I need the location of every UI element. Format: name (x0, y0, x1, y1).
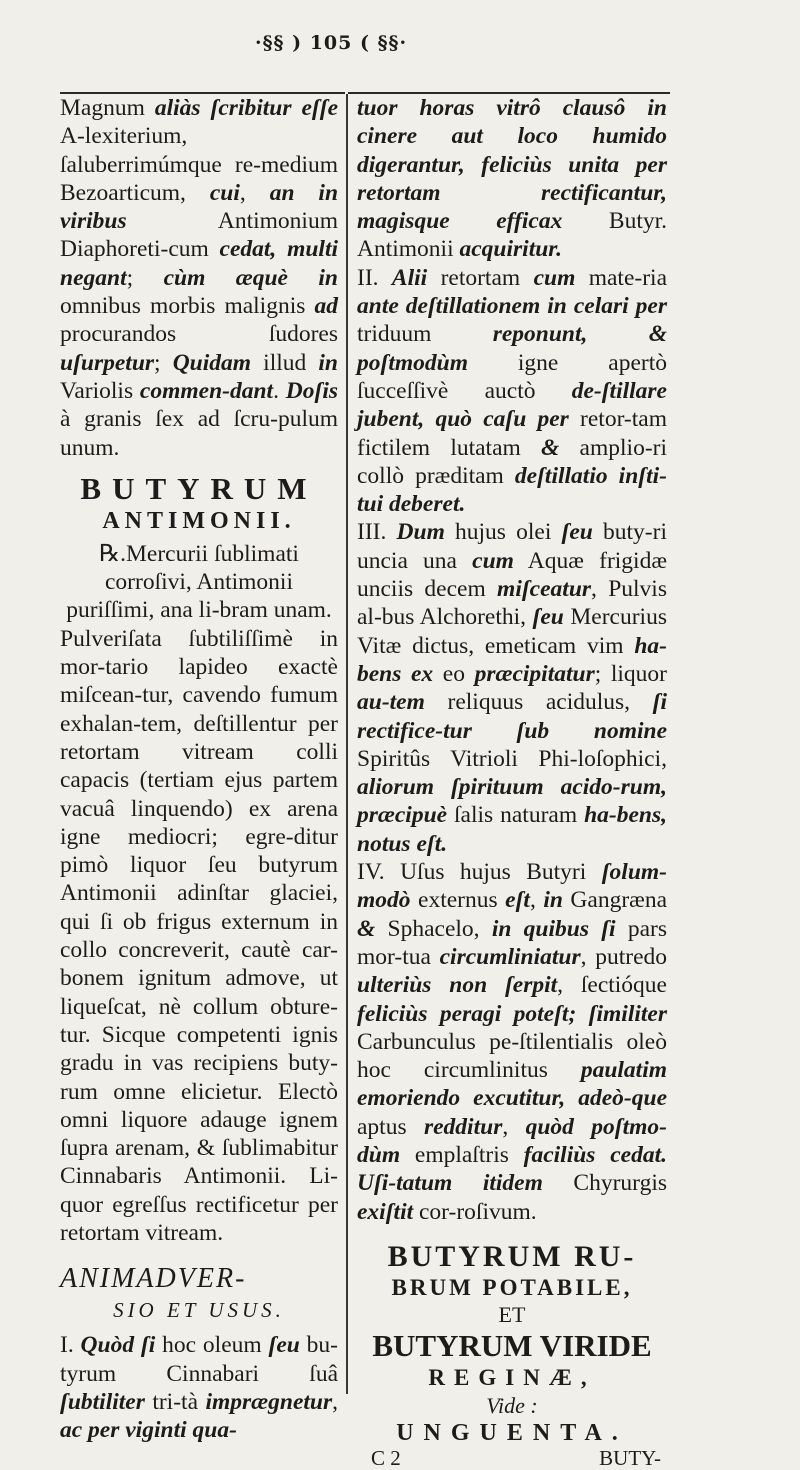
column-divider (346, 94, 348, 1394)
italic-run: deſtillatio inſti-tui deberet. (357, 462, 667, 518)
italic-run: & (541, 434, 560, 461)
italic-run: faciliùs cedat. Uſi-tatum itidem (357, 1141, 667, 1197)
text-run: Chyrurgis (542, 1170, 667, 1197)
italic-run: ſubtiliter (60, 1388, 145, 1415)
text-run: A-lexiterium, ſaluberrimúmque re-medium Bezoarticum, (60, 123, 338, 206)
italic-run: ad (314, 293, 338, 320)
italic-run: quòd poſtmo-dùm (357, 1113, 667, 1168)
italic-run: præcipitatur (474, 660, 595, 687)
text-run: eo (433, 660, 475, 687)
text-run: amplio-ri collò præditam (357, 434, 667, 489)
running-header (60, 20, 670, 90)
text-run: IV. Uſus hujus Butyri (357, 859, 602, 886)
right-column (357, 94, 667, 1470)
italic-run: eſt (505, 887, 530, 914)
italic-run: imprægnetur (205, 1388, 333, 1415)
italic-run: Quidam (172, 349, 252, 376)
italic-run: uſurpetur (60, 349, 155, 376)
italic-run: miſceatur (497, 576, 592, 603)
text-run: Gangræna (562, 887, 667, 914)
text-run: ; liquor (594, 660, 668, 687)
text-run: I. (60, 1332, 81, 1359)
italic-run: Alii (391, 264, 428, 291)
italic-run: aliorum ſpirituum acido-rum, præcipuè (357, 774, 667, 829)
italic-run: cum (472, 547, 514, 574)
italic-run: an in viribus (60, 179, 339, 235)
italic-run: ante deſtillationem in celari per (357, 293, 667, 320)
section-heading: BUTYRUM (80, 470, 318, 506)
text-run: illud (251, 349, 319, 376)
text-run: retortam (427, 264, 534, 291)
text-run: tri-tà (144, 1388, 206, 1415)
note-paragraph-3 (357, 518, 667, 858)
page-number: ·§§ ) 105 ( §§· (255, 32, 408, 54)
text-run: omnibus morbis malignis (60, 293, 315, 320)
text-run: Mercurius Vitæ dictus, emeticam vim (357, 604, 667, 659)
text-run: emplaſtris (400, 1141, 524, 1168)
italic-run: feliciùs peragi poteſt; ſimiliter (357, 1000, 667, 1027)
italic-run: ſi rectifice-tur ſub nomine (357, 689, 667, 744)
italic-run: ac per viginti qua- (60, 1417, 237, 1444)
text-run: aptus (357, 1113, 424, 1140)
vide-reference: Vide : (486, 1392, 538, 1418)
italic-run: au-tem (357, 689, 425, 716)
recipe-paragraph: ℞.Mercurii ſublimati corroſivi, Antimonii puriſſimi, ana li-bram unam. (66, 540, 332, 624)
italic-run: cui (209, 179, 240, 206)
procedure-paragraph: Pulveriſata ſubtiliſſimè in mor-tario lapideo exactè miſcean-tur, cavendo fumum exhalan-tem, deſtillentur per retortam vitream colli capacis (tertiam ejus partem vacuâ linquendo) ex arena igne mediocri; egre-ditur pimò liquor ſeu butyrum Antimonii adinſtar glaciei, qui ſi ob frigus externum in collo concreverit, cautè car-bonem ignitum admove, ut liqueſcat, nè collum obture-tur. Sicque competenti ignis gradu in vas recipiens buty-rum omne elicietur. Electò omni liquore adauge ignem ſupra arenam, & ſublimabitur Cinnabaris Antimonii. Li-quor egreſſus rectificetur per retortam vitream. (60, 625, 338, 1246)
text-run: III. (357, 519, 397, 546)
text-run: . (273, 377, 286, 404)
text-run: Carbunculus pe-ſtilentialis oleò hoc circumlinitus (357, 1028, 667, 1084)
italic-run: cum (533, 264, 576, 291)
viride-heading: BUTYRUM VIRIDE (372, 1327, 652, 1363)
italic-run: tuor horas vitrô clausô in cinere aut loco humido digerantur, feliciùs unita per retortam rectificantur, magisque efficax (357, 95, 667, 235)
text-run: bu-tyrum Cinnabari ſuâ (60, 1332, 338, 1387)
italic-run: ſeu (561, 519, 593, 546)
text-run: triduum (357, 321, 493, 348)
animadversio-heading: ANIMADVER- (60, 1263, 247, 1295)
text-run: , Pulvis al-bus Alchorethi, (357, 576, 667, 631)
text-run: Aquæ frigidæ unciis decem (357, 547, 667, 603)
italic-run: ha-bens ex (357, 632, 667, 687)
text-run: retor-tam fictilem lutatam (357, 406, 667, 461)
text-run: à granis ſex ad ſcru-pulum unum. (60, 406, 338, 461)
italic-run: circumliniatur (439, 943, 581, 970)
italic-run: cedat, multi negant (60, 236, 339, 291)
text-run: Variolis (60, 377, 140, 404)
text-run: , (529, 887, 544, 914)
italic-run: in quibus ſi (491, 915, 616, 942)
text-run: Spiritûs Vitrioli Phi-loſophici, (357, 745, 667, 772)
text-run: buty-ri uncia una (357, 519, 667, 574)
catchword: BUTY- (599, 1445, 661, 1470)
text-run: mate-ria (575, 264, 668, 291)
text-run: , (502, 1113, 526, 1140)
italic-run: ulteriùs non ſerpit (357, 972, 558, 999)
italic-run: & (357, 915, 376, 942)
text-run: externus (410, 887, 506, 914)
section-subheading: ANTIMONII. (102, 507, 296, 534)
italic-run: redditur (423, 1113, 503, 1140)
reginae-heading: REGINÆ, (428, 1364, 596, 1390)
rubrum-heading: BUTYRUM RU- (387, 1239, 637, 1273)
italic-run: Dum (396, 519, 445, 546)
italic-run: ha-bens, notus eſt. (357, 802, 667, 857)
italic-run: ſeu (532, 604, 564, 631)
text-run: Butyr. Antimonii (357, 208, 667, 263)
italic-run: aliàs ſcribitur eſſe (154, 95, 339, 121)
page-footer (357, 1446, 667, 1470)
italic-run: acquiritur. (459, 236, 563, 263)
note-paragraph-2 (357, 264, 667, 519)
text-run: Antimonium Diaphoreti-cum (60, 208, 338, 263)
text-run: pars mor-tua (357, 915, 667, 970)
italic-run: in (318, 349, 338, 376)
italic-run: reponunt, & poſtmodùm (357, 321, 667, 376)
text-run: igne apertò ſucceſſivè auctò (357, 349, 667, 404)
left-column (60, 94, 338, 1444)
text-run: ; (154, 349, 173, 376)
unguenta-reference: UNGUENTA. (396, 1419, 628, 1446)
text-run: , putredo (580, 943, 667, 970)
text-run: ſalis naturam (447, 802, 585, 829)
note-paragraph-4 (357, 858, 667, 1226)
text-run: , ſectióque (557, 972, 667, 999)
italic-run: paulatim emoriendo excutitur, adeò-que (357, 1057, 667, 1112)
note-paragraph-1-cont (357, 94, 667, 264)
signature-mark: C 2 (371, 1445, 401, 1470)
intro-paragraph (60, 94, 338, 462)
note-paragraph-1 (60, 1331, 338, 1444)
italic-run: de-ſtillare jubent, quò caſu per (357, 377, 667, 433)
text-run: , (239, 179, 270, 206)
text-run: cor-roſivum. (413, 1198, 537, 1225)
italic-run: commen-dant (139, 377, 274, 404)
text-run: II. (357, 264, 392, 291)
italic-run: ſeu (268, 1332, 300, 1359)
text-run: Sphacelo, (375, 915, 492, 942)
text-run: , (332, 1388, 338, 1415)
text-run: hoc oleum (155, 1332, 269, 1359)
text-run: procurandos ſudores (60, 321, 338, 348)
text-run: reliquus acidulus, (424, 689, 653, 716)
text-run: Magnum (60, 95, 155, 121)
italic-run: in (543, 887, 563, 914)
et-connector: ET (498, 1301, 526, 1327)
italic-run: cùm æquè in (163, 264, 338, 291)
italic-run: Quòd ſi (80, 1332, 156, 1359)
italic-run: ſolum-modò (357, 859, 667, 914)
text-run: hujus olei (444, 519, 562, 546)
rubrum-subheading: BRUM POTABILE, (391, 1274, 633, 1300)
text-run: ; (126, 264, 164, 291)
italic-run: Doſis (285, 377, 339, 404)
italic-run: exiſtit (357, 1198, 414, 1225)
animadversio-subheading: SIO ET USUS. (113, 1298, 285, 1323)
